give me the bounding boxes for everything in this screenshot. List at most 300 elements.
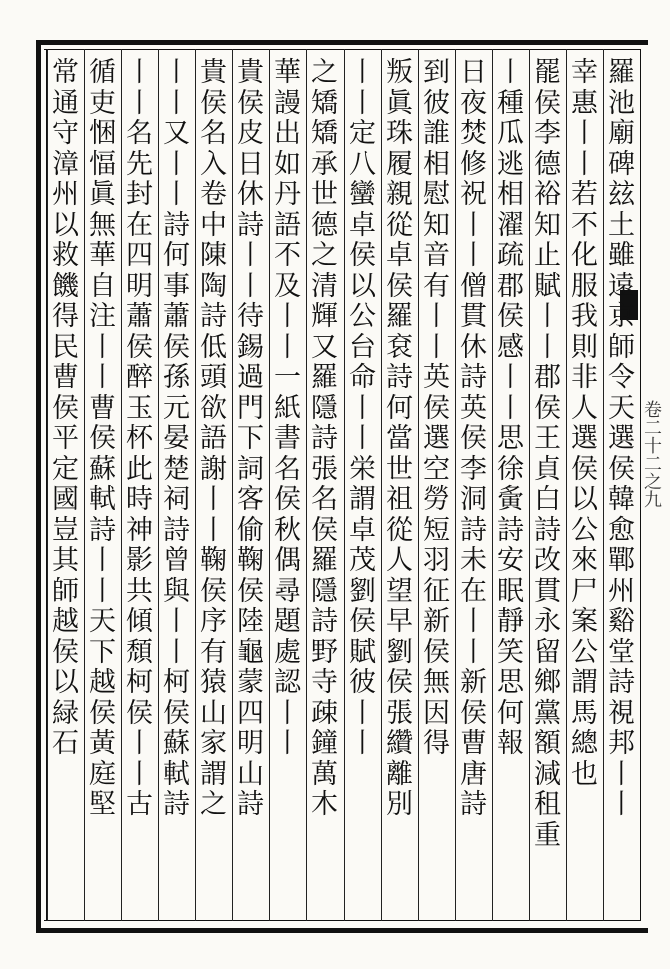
- glyph: 知: [534, 209, 561, 241]
- glyph: 丨: [163, 179, 190, 210]
- glyph: 丨: [349, 423, 376, 454]
- glyph: 清: [311, 270, 338, 302]
- glyph: 馬: [571, 697, 598, 729]
- glyph: 張: [311, 453, 338, 485]
- glyph: 尸: [571, 575, 598, 607]
- glyph: 曾: [163, 545, 190, 576]
- glyph: 鄉: [534, 667, 561, 698]
- glyph: 一: [274, 362, 301, 393]
- glyph: 貫: [460, 301, 487, 332]
- glyph: 軾: [89, 484, 116, 515]
- glyph: 羅: [608, 57, 635, 88]
- glyph: 張: [386, 697, 413, 729]
- glyph: 處: [274, 636, 301, 668]
- glyph: 彼: [349, 667, 376, 698]
- glyph: 勞: [423, 484, 450, 515]
- glyph: 得: [52, 301, 79, 332]
- glyph: 封: [126, 179, 153, 210]
- glyph: 永: [534, 606, 561, 637]
- glyph: 祠: [163, 484, 190, 515]
- glyph: 入: [200, 148, 227, 180]
- glyph: 丨: [163, 606, 190, 637]
- glyph: 客: [237, 484, 264, 515]
- glyph: 秋: [274, 514, 301, 546]
- glyph: 僧: [460, 270, 487, 302]
- glyph: 名: [126, 118, 153, 149]
- glyph: 猿: [200, 667, 227, 698]
- glyph: 京: [608, 301, 635, 332]
- glyph: 侯: [497, 301, 524, 332]
- glyph: 重: [534, 819, 561, 851]
- glyph: 越: [52, 606, 79, 637]
- glyph: 濯: [497, 209, 524, 241]
- glyph: 詩: [311, 423, 338, 454]
- glyph: 丨: [349, 697, 376, 729]
- text-column: [232, 58, 269, 918]
- glyph: 誰: [423, 118, 450, 149]
- glyph: 我: [571, 301, 598, 332]
- glyph: 漳: [52, 148, 79, 180]
- glyph: 慰: [423, 179, 450, 210]
- glyph: 詩: [89, 514, 116, 546]
- glyph: 休: [237, 179, 264, 210]
- glyph: 矯: [311, 118, 338, 149]
- glyph: 疎: [311, 697, 338, 729]
- glyph: 雖: [608, 240, 635, 271]
- glyph: 侯: [423, 392, 450, 424]
- glyph: 錫: [237, 331, 264, 363]
- glyph: 化: [571, 240, 598, 271]
- glyph: 谿: [608, 606, 635, 637]
- glyph: 相: [423, 148, 450, 180]
- glyph: 茂: [349, 545, 376, 576]
- glyph: 英: [423, 362, 450, 393]
- glyph: 侯: [534, 392, 561, 424]
- glyph: 杯: [126, 423, 153, 454]
- glyph: 名: [274, 453, 301, 485]
- glyph: 序: [200, 606, 227, 637]
- text-column: [344, 58, 381, 918]
- glyph: 命: [349, 362, 376, 393]
- glyph: 碑: [608, 148, 635, 180]
- glyph: 州: [608, 575, 635, 607]
- glyph: 幸: [571, 57, 598, 88]
- glyph: 鄲: [608, 545, 635, 576]
- glyph: 丨: [497, 362, 524, 393]
- glyph: 萬: [311, 758, 338, 790]
- glyph: 得: [423, 728, 450, 759]
- glyph: 丨: [163, 636, 190, 668]
- glyph: 羽: [423, 545, 450, 576]
- glyph: 侯: [52, 392, 79, 424]
- glyph: 眠: [497, 575, 524, 607]
- glyph: 國: [52, 484, 79, 515]
- glyph: 丨: [534, 331, 561, 363]
- glyph: 下: [237, 423, 264, 454]
- glyph: 池: [608, 87, 635, 119]
- glyph: 種: [497, 87, 524, 119]
- glyph: 止: [534, 240, 561, 271]
- glyph: 報: [497, 728, 524, 759]
- glyph: 山: [237, 758, 264, 790]
- glyph: 又: [311, 331, 338, 363]
- glyph: 總: [571, 728, 598, 759]
- glyph: 征: [423, 575, 450, 607]
- glyph: 偶: [274, 545, 301, 576]
- glyph: 名: [200, 118, 227, 149]
- glyph: 日: [460, 57, 487, 88]
- glyph: 別: [386, 789, 413, 820]
- glyph: 輝: [311, 301, 338, 332]
- glyph: 丨: [274, 301, 301, 332]
- glyph: 卓: [349, 514, 376, 546]
- glyph: 公: [349, 301, 376, 332]
- glyph: 之: [200, 789, 227, 820]
- glyph: 詞: [237, 453, 264, 485]
- glyph: 也: [571, 758, 598, 790]
- glyph: 謂: [571, 667, 598, 698]
- glyph: 卓: [386, 240, 413, 271]
- glyph: 蕭: [163, 301, 190, 332]
- glyph: 到: [423, 57, 450, 88]
- glyph: 愊: [89, 148, 116, 180]
- glyph: 音: [423, 240, 450, 271]
- glyph: 無: [89, 209, 116, 241]
- glyph: 袞: [386, 331, 413, 363]
- glyph: 隱: [311, 392, 338, 424]
- glyph: 有: [423, 270, 450, 302]
- glyph: 令: [608, 362, 635, 393]
- glyph: 丨: [237, 270, 264, 302]
- glyph: 祝: [460, 179, 487, 210]
- glyph: 丨: [349, 728, 376, 759]
- glyph: 丨: [126, 87, 153, 119]
- glyph: 玉: [126, 392, 153, 424]
- glyph: 丨: [89, 362, 116, 393]
- text-column: [158, 58, 195, 918]
- glyph: 出: [274, 118, 301, 149]
- glyph: 以: [349, 270, 376, 302]
- glyph: 明: [126, 270, 153, 302]
- glyph: 李: [460, 453, 487, 485]
- glyph: 詩: [386, 362, 413, 393]
- glyph: 侯: [200, 87, 227, 119]
- glyph: 愈: [608, 514, 635, 546]
- glyph: 日: [237, 148, 264, 180]
- glyph: 世: [311, 179, 338, 210]
- glyph: 詩: [460, 514, 487, 546]
- glyph: 侯: [163, 697, 190, 729]
- glyph: 軾: [163, 758, 190, 790]
- glyph: 曹: [52, 362, 79, 393]
- glyph: 詩: [163, 789, 190, 820]
- glyph: 此: [126, 453, 153, 485]
- glyph: 丨: [608, 789, 635, 820]
- text-column: [492, 58, 529, 918]
- glyph: 離: [386, 758, 413, 790]
- glyph: 陶: [200, 270, 227, 302]
- glyph: 劉: [386, 636, 413, 668]
- glyph: 以: [52, 667, 79, 698]
- glyph: 貫: [534, 575, 561, 607]
- glyph: 事: [163, 270, 190, 302]
- glyph: 及: [274, 270, 301, 302]
- glyph: 丨: [126, 758, 153, 790]
- glyph: 丨: [423, 301, 450, 332]
- glyph: 民: [52, 331, 79, 363]
- glyph: 詩: [497, 514, 524, 546]
- glyph: 則: [571, 331, 598, 363]
- glyph: 詩: [311, 606, 338, 637]
- glyph: 何: [497, 697, 524, 729]
- glyph: 常: [52, 57, 79, 88]
- glyph: 侯: [571, 453, 598, 485]
- glyph: 隱: [311, 575, 338, 607]
- glyph: 明: [237, 728, 264, 759]
- glyph: 丨: [126, 57, 153, 88]
- glyph: 丨: [163, 148, 190, 180]
- glyph: 栄: [349, 453, 376, 485]
- glyph: 越: [89, 667, 116, 698]
- glyph: 詩: [237, 209, 264, 241]
- frame-bottom-line: [36, 928, 648, 933]
- glyph: 感: [497, 331, 524, 363]
- glyph: 租: [534, 789, 561, 820]
- glyph: 瓜: [497, 118, 524, 149]
- glyph: 丨: [460, 209, 487, 241]
- glyph: 選: [423, 423, 450, 454]
- glyph: 笑: [497, 636, 524, 668]
- glyph: 蘇: [163, 728, 190, 759]
- glyph: 短: [423, 514, 450, 546]
- glyph: 焚: [460, 118, 487, 149]
- glyph: 丨: [534, 301, 561, 332]
- glyph: 丨: [274, 697, 301, 729]
- glyph: 低: [200, 331, 227, 363]
- glyph: 若: [571, 179, 598, 210]
- glyph: 紙: [274, 392, 301, 424]
- glyph: 侯: [460, 423, 487, 454]
- glyph: 頹: [126, 636, 153, 668]
- glyph: 何: [386, 392, 413, 424]
- glyph: 侯: [349, 606, 376, 637]
- glyph: 師: [608, 331, 635, 363]
- glyph: 思: [497, 423, 524, 454]
- glyph: 白: [534, 484, 561, 515]
- glyph: 相: [497, 179, 524, 210]
- glyph: 賦: [534, 270, 561, 302]
- glyph: 卷: [200, 179, 227, 210]
- glyph: 新: [423, 606, 450, 637]
- glyph: 當: [386, 423, 413, 454]
- glyph: 選: [571, 423, 598, 454]
- glyph: 丨: [460, 240, 487, 271]
- glyph: 靜: [497, 606, 524, 637]
- glyph: 語: [274, 209, 301, 241]
- frame-top-line: [36, 40, 648, 45]
- glyph: 名: [311, 484, 338, 515]
- glyph: 丨: [571, 118, 598, 149]
- text-column: [121, 58, 158, 918]
- glyph: 不: [571, 209, 598, 241]
- glyph: 元: [163, 392, 190, 424]
- glyph: 門: [237, 392, 264, 424]
- glyph: 通: [52, 87, 79, 119]
- glyph: 鞠: [237, 545, 264, 576]
- glyph: 貴: [200, 57, 227, 88]
- glyph: 詩: [163, 209, 190, 241]
- glyph: 饑: [52, 270, 79, 302]
- glyph: 謝: [200, 453, 227, 485]
- text-column: [603, 58, 640, 918]
- glyph: 黃: [89, 728, 116, 759]
- glyph: 時: [126, 484, 153, 515]
- glyph: 韓: [608, 484, 635, 515]
- glyph: 台: [349, 331, 376, 363]
- glyph: 影: [126, 545, 153, 576]
- glyph: 丨: [423, 331, 450, 363]
- text-column: [269, 58, 306, 918]
- glyph: 蘇: [89, 453, 116, 485]
- glyph: 注: [89, 301, 116, 332]
- glyph: 家: [200, 728, 227, 759]
- glyph: 陸: [237, 606, 264, 637]
- glyph: 侯: [126, 697, 153, 729]
- glyph: 丨: [89, 331, 116, 363]
- glyph: 待: [237, 301, 264, 332]
- glyph: 廟: [608, 118, 635, 149]
- glyph: 陳: [200, 240, 227, 271]
- glyph: 堅: [89, 789, 116, 820]
- glyph: 丨: [237, 240, 264, 271]
- glyph: 疏: [497, 240, 524, 271]
- glyph: 公: [571, 514, 598, 546]
- glyph: 之: [311, 57, 338, 88]
- glyph: 留: [534, 636, 561, 668]
- margin-label: 卷二十二之九: [641, 400, 662, 508]
- glyph: 與: [163, 575, 190, 607]
- glyph: 悃: [89, 118, 116, 149]
- glyph: 侯: [460, 697, 487, 729]
- glyph: 丨: [274, 331, 301, 363]
- glyph: 循: [89, 57, 116, 88]
- glyph: 過: [237, 362, 264, 393]
- glyph: 詩: [163, 514, 190, 546]
- glyph: 王: [534, 423, 561, 454]
- glyph: 從: [386, 514, 413, 546]
- glyph: 題: [274, 606, 301, 637]
- glyph: 徐: [497, 453, 524, 485]
- glyph: 羅: [311, 362, 338, 393]
- glyph: 詩: [200, 301, 227, 332]
- glyph: 州: [52, 179, 79, 210]
- glyph: 尋: [274, 575, 301, 607]
- glyph: 頭: [200, 362, 227, 393]
- frame-bottom-inner-line: [44, 920, 640, 921]
- glyph: 案: [571, 606, 598, 637]
- glyph: 丨: [608, 758, 635, 790]
- glyph: 何: [163, 240, 190, 271]
- glyph: 侯: [52, 636, 79, 668]
- text-column: [84, 58, 121, 918]
- glyph: 神: [126, 514, 153, 546]
- glyph: 華: [89, 240, 116, 271]
- glyph: 公: [571, 636, 598, 668]
- glyph: 下: [89, 636, 116, 668]
- glyph: 知: [423, 209, 450, 241]
- glyph: 矯: [311, 87, 338, 119]
- glyph: 丨: [571, 148, 598, 180]
- glyph: 人: [386, 545, 413, 576]
- glyph: 非: [571, 362, 598, 393]
- glyph: 纘: [386, 728, 413, 759]
- glyph: 醉: [126, 362, 153, 393]
- glyph: 定: [52, 453, 79, 485]
- glyph: 有: [200, 636, 227, 668]
- glyph: 郡: [534, 362, 561, 393]
- glyph: 逃: [497, 148, 524, 180]
- glyph: 之: [311, 240, 338, 271]
- glyph: 傾: [126, 606, 153, 637]
- glyph: 丨: [460, 636, 487, 668]
- glyph: 承: [311, 148, 338, 180]
- text-column: [306, 58, 343, 918]
- glyph: 謂: [349, 484, 376, 515]
- glyph: 修: [460, 148, 487, 180]
- glyph: 師: [52, 575, 79, 607]
- glyph: 黨: [534, 697, 561, 729]
- text-column: [455, 58, 492, 918]
- glyph: 詩: [608, 667, 635, 698]
- glyph: 叛: [386, 57, 413, 88]
- glyph: 玆: [608, 179, 635, 210]
- glyph: 郡: [497, 270, 524, 302]
- glyph: 侯: [200, 575, 227, 607]
- text-column: [529, 58, 566, 918]
- glyph: 羅: [386, 301, 413, 332]
- glyph: 蕭: [126, 301, 153, 332]
- glyph: 世: [386, 453, 413, 485]
- glyph: 龜: [237, 636, 264, 668]
- glyph: 偷: [237, 514, 264, 546]
- glyph: 曹: [460, 728, 487, 759]
- glyph: 德: [311, 209, 338, 241]
- glyph: 詩: [237, 789, 264, 820]
- glyph: 侯: [89, 697, 116, 729]
- glyph: 詩: [460, 362, 487, 393]
- glyph: 古: [126, 789, 153, 820]
- glyph: 減: [534, 758, 561, 790]
- text-column: [381, 58, 418, 918]
- glyph: 丨: [349, 87, 376, 119]
- glyph: 蠻: [349, 179, 376, 210]
- glyph: 先: [126, 148, 153, 180]
- glyph: 自: [89, 270, 116, 302]
- glyph: 視: [608, 697, 635, 729]
- text-column: [47, 58, 84, 918]
- glyph: 丨: [200, 484, 227, 515]
- glyph: 羅: [311, 545, 338, 576]
- glyph: 孫: [163, 362, 190, 393]
- glyph: 侯: [386, 667, 413, 698]
- glyph: 洞: [460, 484, 487, 515]
- glyph: 丨: [460, 606, 487, 637]
- glyph: 語: [200, 423, 227, 454]
- glyph: 邦: [608, 728, 635, 759]
- glyph: 詩: [534, 514, 561, 546]
- glyph: 丨: [89, 575, 116, 607]
- glyph: 選: [608, 423, 635, 454]
